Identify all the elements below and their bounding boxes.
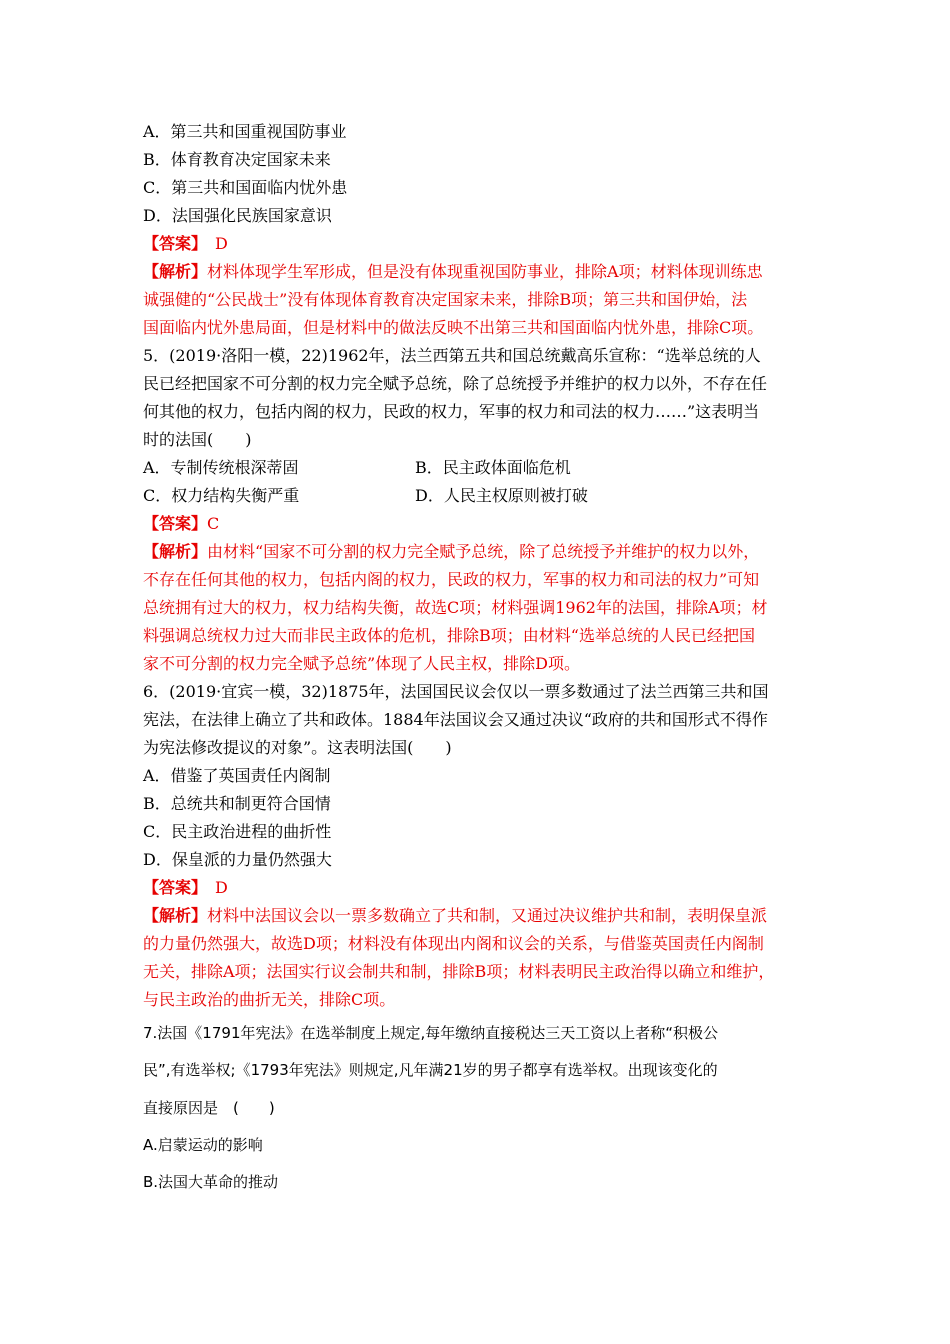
q6-analysis-line-4: 与民主政治的曲折无关，排除C项。 xyxy=(143,990,396,1009)
q7-stem-line-2: 民”,有选举权;《1793年宪法》则规定,凡年满21岁的男子都享有选举权。出现该变化的 xyxy=(143,1061,718,1079)
q5-option-d: D．人民主权原则被打破 xyxy=(415,486,588,505)
q5-analysis-line-3: 总统拥有过大的权力，权力结构失衡，故选C项；材料强调1962年的法国，排除A项；材 xyxy=(143,598,768,617)
analysis-label: 【解析】 xyxy=(143,906,208,925)
answer-label: 【答案】 xyxy=(143,514,208,533)
q7-stem-line-3: 直接原因是 ( ) xyxy=(143,1099,275,1117)
q4-answer xyxy=(143,234,228,254)
q4-option-a: A．第三共和国重视国防事业 xyxy=(143,122,347,141)
q5-option-a: A．专制传统根深蒂固 xyxy=(143,458,299,477)
q5-analysis-line-2: 不存在任何其他的权力，包括内阁的权力，民政的权力，军事的权力和司法的权力”可知 xyxy=(143,570,760,589)
q5-answer xyxy=(143,514,219,534)
q4-option-d: D．法国强化民族国家意识 xyxy=(143,206,332,225)
q6-analysis-line-3: 无关，排除A项；法国实行议会制共和制，排除B项；材料表明民主政治得以确立和维护， xyxy=(143,962,775,981)
analysis-label: 【解析】 xyxy=(143,262,208,281)
q6-option-b: B．总统共和制更符合国情 xyxy=(143,794,331,813)
q6-analysis-line-1: 【解析】材料中法国议会以一票多数确立了共和制，又通过决议维护共和制，表明保皇派 xyxy=(143,906,768,925)
q5-analysis-line-4: 料强调总统权力过大而非民主政体的危机，排除B项；由材料“选举总统的人民已经把国 xyxy=(143,626,755,645)
q5-stem-line-4: 时的法国( ) xyxy=(143,430,252,449)
q4-analysis-line-3: 国面临内忧外患局面，但是材料中的做法反映不出第三共和国面临内忧外患，排除C项。 xyxy=(143,318,764,337)
q6-option-c: C．民主政治进程的曲折性 xyxy=(143,822,332,841)
q5-analysis-line-5: 家不可分割的权力完全赋予总统”体现了人民主权，排除D项。 xyxy=(143,654,581,673)
q6-option-a: A．借鉴了英国责任内阁制 xyxy=(143,766,331,785)
q6-stem-line-3: 为宪法修改提议的对象”。这表明法国( ) xyxy=(143,738,452,757)
q5-options-row-1 xyxy=(143,458,299,478)
answer-label: 【答案】 xyxy=(143,878,200,897)
q4-analysis-line-1: 【解析】材料体现学生军形成，但是没有体现重视国防事业，排除A项；材料体现训练忠 xyxy=(143,262,763,281)
q7-option-a: A.启蒙运动的影响 xyxy=(143,1136,263,1154)
q5-stem-line-1: 5．(2019·洛阳一模，22)1962年，法兰西第五共和国总统戴高乐宣称：“选举总统的人 xyxy=(143,346,761,365)
q7-stem-line-1: 7.法国《1791年宪法》在选举制度上规定,每年缴纳直接税达三天工资以上者称“积极公 xyxy=(143,1024,719,1042)
q5-option-b: B．民主政体面临危机 xyxy=(415,458,571,477)
q7-option-b: B.法国大革命的推动 xyxy=(143,1173,279,1191)
answer-value: D xyxy=(199,234,228,253)
answer-label: 【答案】 xyxy=(143,234,200,253)
answer-value: D xyxy=(199,878,228,897)
q5-stem-line-3: 何其他的权力，包括内阁的权力，民政的权力，军事的权力和司法的权力……”这表明当 xyxy=(143,402,760,421)
q6-answer xyxy=(143,878,228,898)
q6-option-d: D．保皇派的力量仍然强大 xyxy=(143,850,332,869)
analysis-label: 【解析】 xyxy=(143,542,208,561)
q4-analysis-line-2: 诚强健的“公民战士”没有体现体育教育决定国家未来，排除B项；第三共和国伊始，法 xyxy=(143,290,748,309)
q5-stem-line-2: 民已经把国家不可分割的权力完全赋予总统，除了总统授予并维护的权力以外，不存在任 xyxy=(143,374,768,393)
q6-stem-line-2: 宪法，在法律上确立了共和政体。1884年法国议会又通过决议“政府的共和国形式不得作 xyxy=(143,710,768,729)
q5-option-c: C．权力结构失衡严重 xyxy=(143,486,300,505)
q6-analysis-line-2: 的力量仍然强大，故选D项；材料没有体现出内阁和议会的关系，与借鉴英国责任内阁制 xyxy=(143,934,764,953)
q4-option-c: C．第三共和国面临内忧外患 xyxy=(143,178,348,197)
q4-option-b: B．体育教育决定国家未来 xyxy=(143,150,331,169)
answer-value: C xyxy=(207,514,220,533)
q5-analysis-line-1: 【解析】由材料“国家不可分割的权力完全赋予总统，除了总统授予并维护的权力以外， xyxy=(143,542,760,561)
q6-stem-line-1: 6．(2019·宜宾一模，32)1875年，法国国民议会仅以一票多数通过了法兰西第三共和国 xyxy=(143,682,769,701)
